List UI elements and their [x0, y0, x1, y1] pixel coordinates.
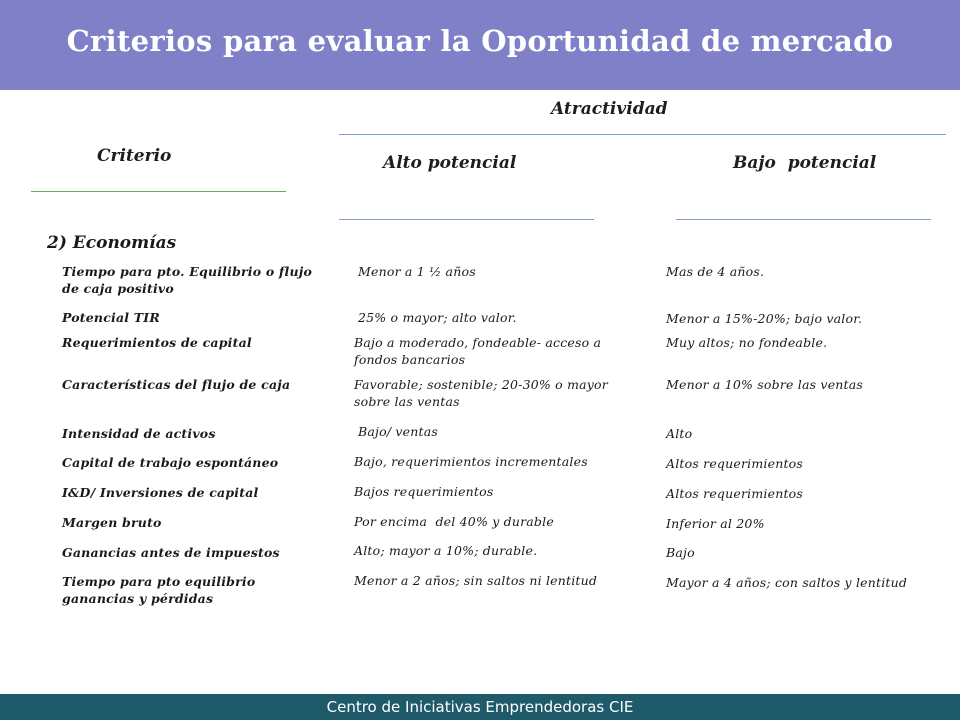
low-potential-value: Alto	[666, 426, 693, 441]
high-potential-value: Por encima del 40% y durable	[354, 514, 554, 529]
high-potential-value: Alto; mayor a 10%; durable.	[354, 543, 538, 558]
low-potential-value: Mas de 4 años.	[666, 264, 765, 279]
low-potential-value: Menor a 15%-20%; bajo valor.	[666, 311, 863, 326]
header-low-potential: Bajo potencial	[733, 153, 877, 173]
criterion-label: Margen bruto	[62, 515, 162, 530]
divider-low-potential	[676, 219, 931, 220]
header-high-potential: Alto potencial	[383, 153, 517, 173]
criterion-label: Capital de trabajo espontáneo	[62, 455, 279, 470]
high-potential-value: Favorable; sostenible; 20-30% o mayor sobre las ventas	[354, 377, 608, 409]
footer-text: Centro de Iniciativas Emprendedoras CIE	[326, 698, 634, 716]
high-potential-value: 25% o mayor; alto valor.	[358, 310, 517, 325]
criterion-label: Tiempo para pto equilibrio ganancias y pérdidas	[62, 574, 256, 606]
divider-attractiveness	[339, 134, 946, 135]
page-title: Criterios para evaluar la Oportunidad de mercado	[66, 24, 894, 58]
footer-bar	[0, 694, 960, 720]
criterion-label: Ganancias antes de impuestos	[62, 545, 280, 560]
divider-high-potential	[339, 219, 594, 220]
high-potential-value: Bajos requerimientos	[354, 484, 494, 499]
high-potential-value: Bajo/ ventas	[358, 424, 439, 439]
low-potential-value: Mayor a 4 años; con saltos y lentitud	[666, 575, 908, 590]
criterion-label: Intensidad de activos	[62, 426, 216, 441]
high-potential-value: Bajo a moderado, fondeable- acceso a fondos bancarios	[354, 335, 602, 367]
low-potential-value: Altos requerimientos	[666, 456, 804, 471]
low-potential-value: Inferior al 20%	[666, 516, 765, 531]
high-potential-value: Menor a 2 años; sin saltos ni lentitud	[354, 573, 598, 588]
section-heading: 2) Economías	[47, 233, 177, 253]
header-criterion: Criterio	[97, 146, 172, 166]
low-potential-value: Bajo	[666, 545, 695, 560]
header-attractiveness: Atractividad	[551, 99, 668, 119]
criterion-label: Tiempo para pto. Equilibrio o flujo de caja positivo	[62, 264, 312, 296]
criterion-label: Requerimientos de capital	[62, 335, 252, 350]
low-potential-value: Menor a 10% sobre las ventas	[666, 377, 864, 392]
high-potential-value: Menor a 1 ½ años	[358, 264, 476, 279]
criterion-label: Características del flujo de caja	[62, 377, 291, 392]
title-bar	[0, 0, 960, 90]
low-potential-value: Muy altos; no fondeable.	[666, 335, 828, 350]
criterion-label: Potencial TIR	[62, 310, 160, 325]
criterion-label: I&D/ Inversiones de capital	[62, 485, 259, 500]
divider-criterion	[31, 191, 286, 192]
low-potential-value: Altos requerimientos	[666, 486, 804, 501]
high-potential-value: Bajo, requerimientos incrementales	[354, 454, 588, 469]
